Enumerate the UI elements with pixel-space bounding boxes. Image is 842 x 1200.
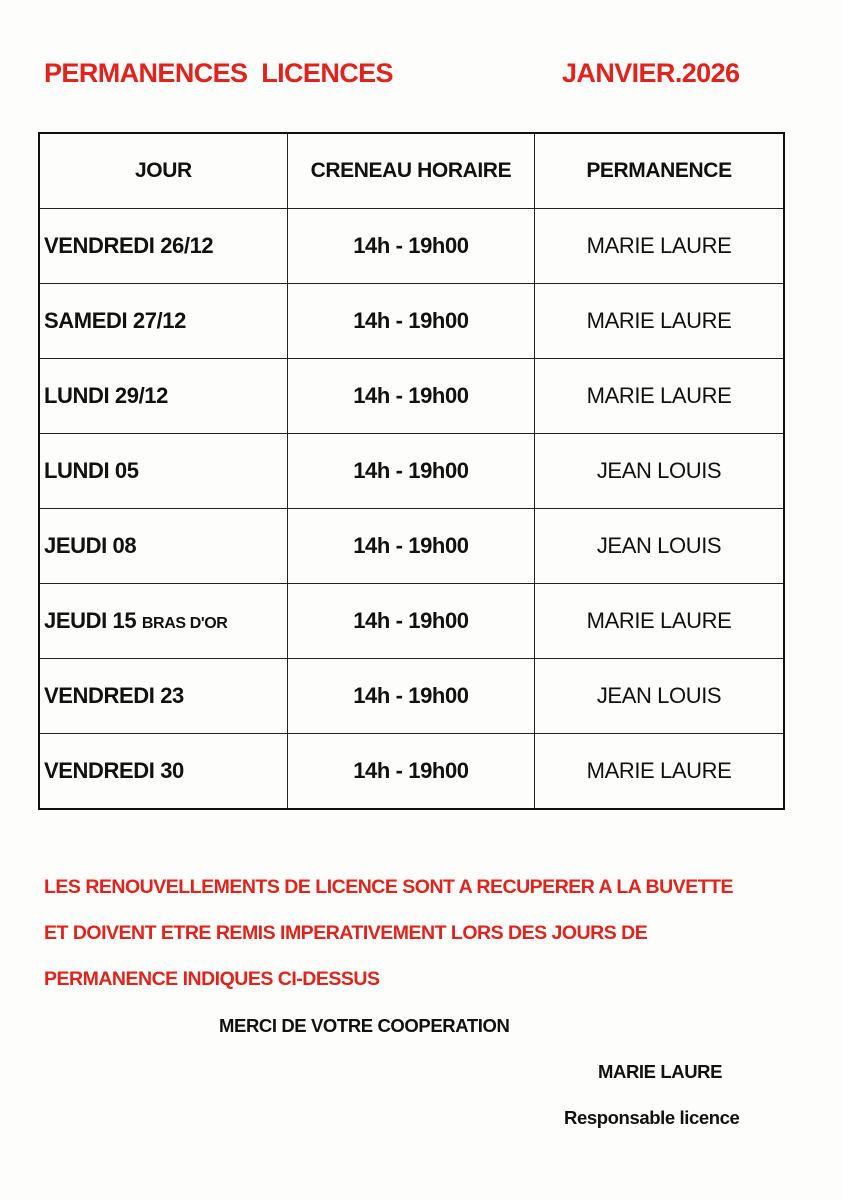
day-cell (39, 509, 287, 584)
slot-cell: 14h - 19h00 (287, 209, 534, 284)
day-cell (39, 734, 287, 810)
page-title: PERMANENCES LICENCES (44, 58, 393, 88)
day-label: JEUDI 08 (44, 533, 137, 558)
slot-cell: 14h - 19h00 (287, 434, 534, 509)
column-header-person: PERMANENCE (535, 133, 784, 209)
table-row (39, 584, 784, 659)
day-cell (39, 584, 287, 659)
day-note: BRAS D'OR (141, 615, 228, 632)
person-cell: JEAN LOUIS (535, 509, 784, 584)
slot-cell: 14h - 19h00 (287, 509, 534, 584)
table-row (39, 659, 784, 734)
column-header-day: JOUR (39, 133, 287, 209)
thanks-text: MERCI DE VOTRE COOPERATION (219, 1015, 510, 1036)
table-row (39, 359, 784, 434)
signature-name: MARIE LAURE (598, 1061, 723, 1082)
table-row (39, 284, 784, 359)
table-row (39, 734, 784, 810)
day-cell (39, 284, 287, 359)
person-cell: MARIE LAURE (535, 209, 784, 284)
column-header-slot: CRENEAU HORAIRE (287, 133, 534, 209)
period-label: JANVIER.2026 (562, 58, 740, 88)
person-cell: MARIE LAURE (535, 359, 784, 434)
day-cell (39, 659, 287, 734)
person-cell: MARIE LAURE (535, 284, 784, 359)
table-row (39, 209, 784, 284)
slot-cell: 14h - 19h00 (287, 284, 534, 359)
person-cell: JEAN LOUIS (535, 434, 784, 509)
slot-cell: 14h - 19h00 (287, 659, 534, 734)
person-cell: MARIE LAURE (535, 734, 784, 810)
table-row (39, 509, 784, 584)
slot-cell: 14h - 19h00 (287, 734, 534, 810)
person-cell: MARIE LAURE (535, 584, 784, 659)
slot-cell: 14h - 19h00 (287, 584, 534, 659)
notice-line: LES RENOUVELLEMENTS DE LICENCE SONT A RECUPERER A LA BUVETTE (44, 876, 734, 898)
signature-role: Responsable licence (564, 1107, 740, 1128)
notice-line: PERMANENCE INDIQUES CI-DESSUS (44, 968, 380, 990)
day-label: JEUDI 15 (44, 608, 137, 633)
day-label: LUNDI 29/12 (44, 383, 168, 408)
day-label: VENDREDI 30 (44, 758, 184, 783)
day-label: LUNDI 05 (44, 458, 139, 483)
notice-line: ET DOIVENT ETRE REMIS IMPERATIVEMENT LORS DES JOURS DE (44, 922, 648, 944)
day-label: VENDREDI 23 (44, 683, 184, 708)
day-label: SAMEDI 27/12 (44, 308, 186, 333)
day-label: VENDREDI 26/12 (44, 233, 214, 258)
day-cell (39, 209, 287, 284)
schedule-table (38, 132, 785, 810)
day-cell (39, 434, 287, 509)
table-header-row (39, 133, 784, 209)
table-row (39, 434, 784, 509)
slot-cell: 14h - 19h00 (287, 359, 534, 434)
day-cell (39, 359, 287, 434)
person-cell: JEAN LOUIS (535, 659, 784, 734)
